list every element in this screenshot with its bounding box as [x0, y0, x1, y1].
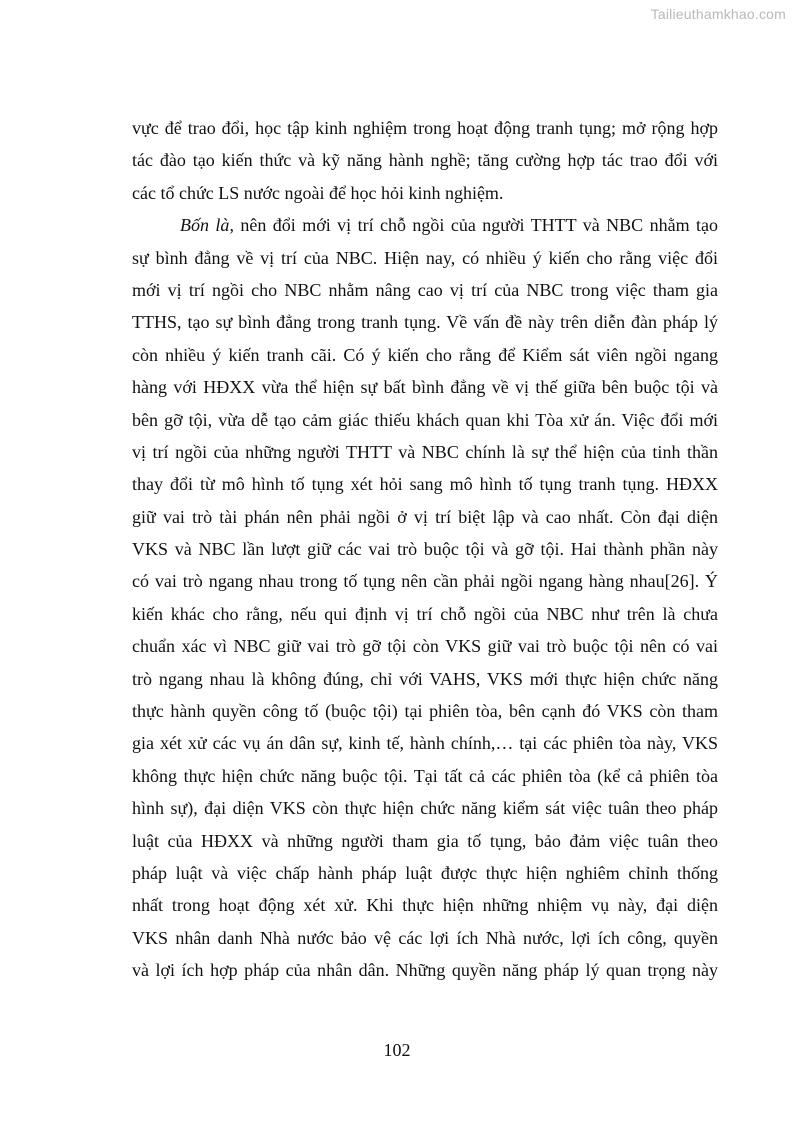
text-line: thực hành quyền công tố (buộc tội) tại phiên tòa, bên cạnh đó VKS còn tham	[132, 701, 718, 722]
text-line: có vai trò ngang nhau trong tố tụng nên cần phải ngồi ngang hàng nhau[26]. Ý	[132, 571, 718, 592]
text-line: kiến khác cho rằng, nếu qui định vị trí chỗ ngồi của NBC như trên là chưa	[132, 603, 718, 624]
text-line: vực để trao đổi, học tập kinh nghiệm trong hoạt động tranh tụng; mở rộng hợp	[132, 118, 718, 138]
text-line: TTHS, tạo sự bình đẳng trong tranh tụng. Về vấn đề này trên diễn đàn pháp lý	[132, 312, 718, 333]
document-body	[132, 112, 718, 987]
text-line: hình sự), đại diện VKS còn thực hiện chức năng kiểm sát việc tuân theo pháp	[132, 798, 718, 819]
text-line: vị trí ngồi của những người THTT và NBC chính là sự thể hiện của tinh thần	[132, 441, 718, 462]
page-number: 102	[383, 1040, 411, 1060]
text-line: trò ngang nhau là không đúng, chỉ với VAHS, VKS mới thực hiện chức năng	[132, 668, 718, 689]
text-line: sự bình đẳng về vị trí của NBC. Hiện nay, có nhiều ý kiến cho rằng việc đổi	[132, 247, 718, 268]
text-line: chuẩn xác vì NBC giữ vai trò gỡ tội còn VKS giữ vai trò buộc tội nên có vai	[132, 636, 718, 657]
watermark-text: Tailieuthamkhao.com	[650, 6, 786, 22]
lead-italic-phrase: Bốn là	[180, 215, 230, 236]
text-line: tác đào tạo kiến thức và kỹ năng hành nghề; tăng cường hợp tác trao đổi với	[132, 150, 718, 171]
text-line: các tổ chức LS nước ngoài để học hỏi kinh nghiệm.	[132, 182, 504, 203]
text-line: thay đổi từ mô hình tố tụng xét hỏi sang mô hình tố tụng tranh tụng. HĐXX	[132, 474, 718, 495]
lead-rest-text: , nên đổi mới vị trí chỗ ngồi của người THTT và NBC nhằm tạo	[229, 215, 718, 236]
text-line: không thực hiện chức năng buộc tội. Tại tất cả các phiên tòa (kể cả phiên tòa	[132, 765, 718, 786]
text-line: gia xét xử các vụ án dân sự, kinh tế, hành chính,… tại các phiên tòa này, VKS	[132, 733, 718, 754]
text-line: bên gỡ tội, vừa dễ tạo cảm giác thiếu khách quan khi Tòa xử án. Việc đổi mới	[132, 409, 718, 430]
text-line: pháp luật và việc chấp hành pháp luật được thực hiện nghiêm chỉnh thống	[132, 862, 718, 883]
text-line: luật của HĐXX và những người tham gia tố tụng, bảo đảm việc tuân theo	[132, 830, 718, 851]
text-line: nhất trong hoạt động xét xử. Khi thực hiện những nhiệm vụ này, đại diện	[132, 895, 718, 916]
text-line: còn nhiều ý kiến tranh cãi. Có ý kiến cho rằng để Kiểm sát viên ngồi ngang	[132, 344, 718, 365]
text-line: VKS nhân danh Nhà nước bảo vệ các lợi ích Nhà nước, lợi ích công, quyền	[132, 927, 718, 948]
text-line: VKS và NBC lần lượt giữ các vai trò buộc tội và gỡ tội. Hai thành phần này	[132, 539, 718, 560]
text-line: giữ vai trò tài phán nên phải ngồi ở vị trí biệt lập và cao nhất. Còn đại diện	[132, 506, 718, 527]
paragraph-lead-line	[132, 209, 718, 241]
text-line: mới vị trí ngồi cho NBC nhằm nâng cao vị trí của NBC trong việc tham gia	[132, 279, 718, 300]
text-line: hàng với HĐXX vừa thể hiện sự bất bình đẳng về vị thế giữa bên buộc tội và	[132, 377, 718, 398]
text-line: và lợi ích hợp pháp của nhân dân. Những quyền năng pháp lý quan trọng này	[132, 960, 718, 981]
